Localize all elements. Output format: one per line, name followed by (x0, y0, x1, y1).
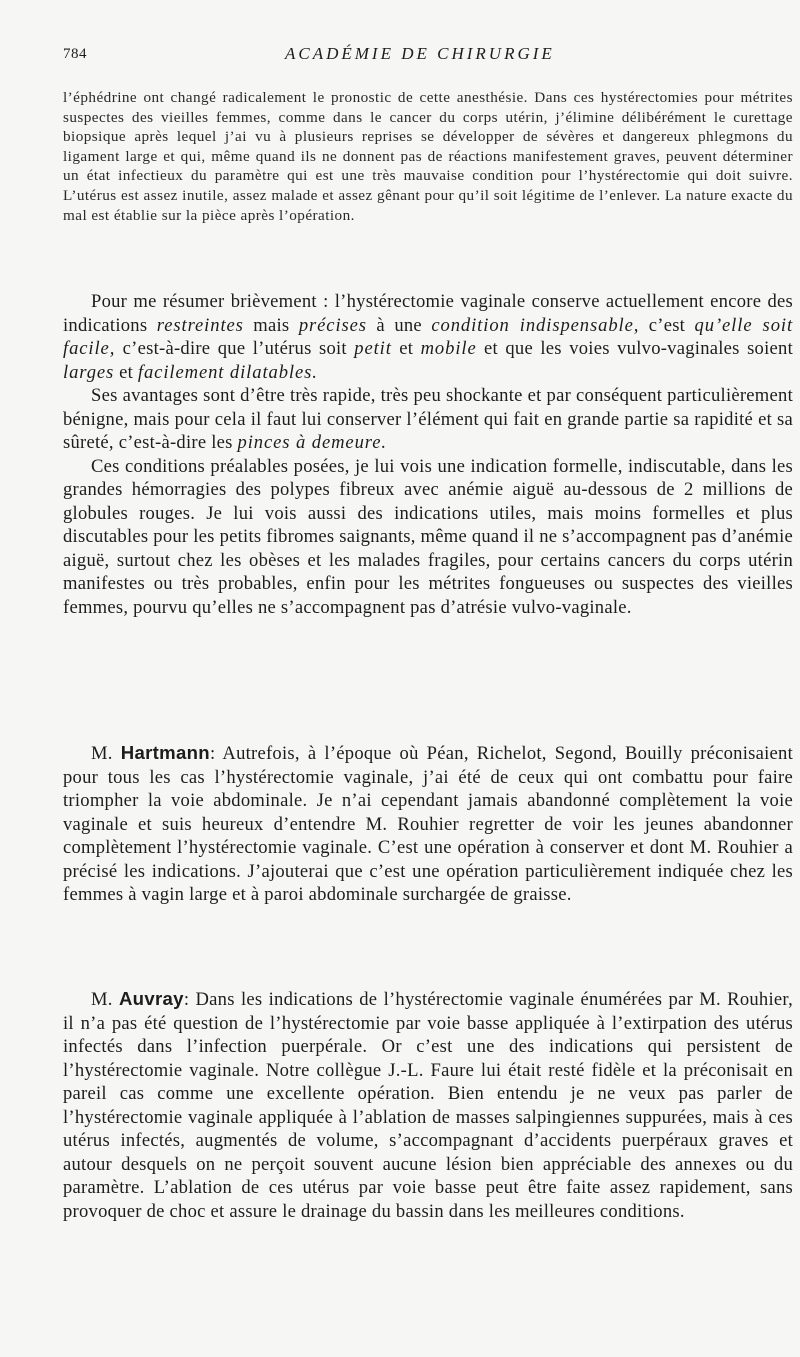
text-run: et (114, 361, 138, 383)
speech-text: : Dans les indications de l’hystérectomie vaginale énumérées par M. Rouhier, il n’a pas été question de l’hystérectomie par voie basse appliquée à l’extirpation des utérus infectés dans l’infection puerpérale. Or c’est une des indications qui persistent de l’hystérectomie vaginale. Notre collègue J.-L. Faure lui était resté fidèle et la préconisait en pareil cas comme une excellente opération. Bien entendu je ne veux pas parler de l’hystérectomie vaginale appliquée à l’ablation de masses salpingiennes suppurées, mais à ces utérus infectés, augmentés de volume, s’accompagnant d’accidents puerpéraux graves et autour desquels on ne perçoit souvent aucune lésion bien appréciable des annexes ou du paramètre. L’ablation de ces utérus par voie basse peut être faite assez rapidement, sans provoquer de choc et assure le drainage du bassin dans les meilleures conditions. (63, 989, 793, 1222)
summary-paragraph-3: Ces conditions préalables posées, je lui vois une indication formelle, indiscutable, dans les grandes hémorragies des polypes fibreux avec anémie aiguë au-dessous de 2 millions de globules rouges. Je lui vois aussi des indications utiles, mais moins formelles et plus discutables pour les petits fibromes saignants, même quand il ne s’accompagnent pas d’anémie aiguë, surtout chez les obèses et les malades fragiles, pour certains cancers du corps utérin manifestes ou très probables, enfin pour les métrites fongueuses ou suspectes des vieilles femmes, pourvu qu’elles ne s’accompagnent pas d’atrésie vulvo-vaginale. (63, 455, 793, 618)
intro-paragraph: l’éphédrine ont changé radicalement le pronostic de cette anesthésie. Dans ces hystérectomies pour métrites suspectes des vieilles femmes, comme dans le cancer du corps utérin, j’élimine délibérément le curettage biopsique après lequel j’ai vu à plusieurs reprises se développer de sévères et dangereux phlegmons du ligament large et qui, même quand ils ne donnent pas de réactions manifestement graves, peuvent déterminer un état infectieux du paramètre qui est une très mauvaise condition pour l’hystérectomie qui doit suivre. L’utérus est assez inutile, assez malade et assez gênant pour qu’il soit légitime de l’enlever. La nature exacte du mal est établie sur la pièce après l’opération. (63, 89, 793, 224)
page-number: 784 (63, 46, 87, 62)
text-run: c’est (639, 314, 695, 336)
running-header (63, 46, 760, 68)
text-run: et que les voies vulvo-vaginales soient (476, 338, 793, 359)
emphasis-mobile: mobile (420, 338, 477, 359)
text-run: Pour me résumer brièvement : l’hystérectomie vaginale conserve actuellement encore des indications (63, 291, 793, 336)
emphasis-petit: petit (354, 338, 392, 359)
auvray-section (63, 987, 793, 1223)
emphasis-pinces: pinces à demeure. (237, 432, 387, 453)
emphasis-restreintes: restreintes (156, 314, 244, 336)
text-run: mais (243, 314, 299, 336)
summary-section (63, 290, 793, 619)
emphasis-condition: condition indispensable, (431, 314, 640, 336)
speaker-prefix: M. (91, 989, 119, 1010)
text-run: et (391, 338, 421, 359)
emphasis-facile: qu’elle soit facile, (63, 314, 794, 359)
emphasis-precises: précises (298, 314, 367, 336)
summary-paragraph-1 (63, 290, 793, 384)
emphasis-dilatables: facilement dilatables. (137, 361, 318, 383)
speaker-name: Auvray (118, 988, 184, 1009)
auvray-paragraph (63, 987, 793, 1223)
hartmann-section (63, 741, 793, 907)
emphasis-larges: larges (63, 361, 115, 383)
text-run: à une (366, 314, 432, 336)
speech-text: : Autrefois, à l’époque où Péan, Richelot, Segond, Bouilly préconisaient pour tous les cas l’hystérectomie vaginale, j’ai été de ceux qui ont combattu pour faire triompher la voie abdominale. Je n’ai cependant jamais abandonné complètement la voie vaginale et suis heureux d’entendre M. Rouhier regretter de voir les jeunes abandonner complètement l’hystérectomie vaginale. C’est une opération à conserver et dont M. Rouhier a précisé les indications. J’ajouterai que c’est une opération particulièrement indiquée chez les femmes à vagin large et à paroi abdominale surchargée de graisse. (63, 743, 793, 905)
text-run: c’est-à-dire que l’utérus soit (115, 338, 355, 359)
speaker-prefix: M. (91, 743, 121, 764)
text-run: Ses avantages sont d’être très rapide, très peu shockante et par conséquent particulièrement bénigne, mais pour cela il faut lui conserver l’élément qui fait en grande partie sa rapidité et sa sûreté, c’est-à-dire les (63, 385, 793, 453)
hartmann-paragraph (63, 741, 793, 907)
journal-title: ACADÉMIE DE CHIRURGIE (285, 44, 555, 63)
summary-paragraph-2 (63, 384, 793, 455)
speaker-name: Hartmann (120, 742, 210, 763)
